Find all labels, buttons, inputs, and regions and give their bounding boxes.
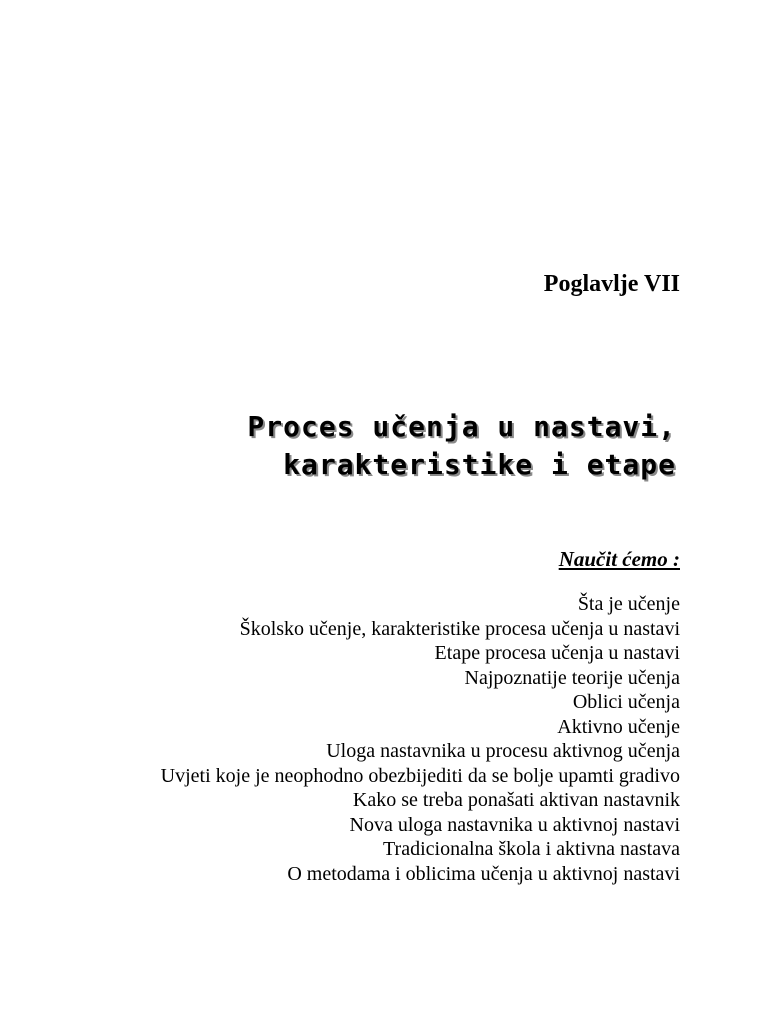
chapter-title-line-1: Proces učenja u nastavi, <box>247 410 676 443</box>
chapter-title-line-2: karakteristike i etape <box>283 448 676 481</box>
list-item: Školsko učenje, karakteristike procesa učenja u nastavi <box>239 617 680 640</box>
list-item: Aktivno učenje <box>557 715 680 738</box>
list-item: Nova uloga nastavnika u aktivnoj nastavi <box>349 813 680 836</box>
list-item: Šta je učenje <box>577 593 680 615</box>
learning-objectives-heading: Naučit ćemo : <box>558 547 680 571</box>
chapter-title <box>247 408 676 484</box>
list-item: Etape procesa učenja u nastavi <box>434 642 680 664</box>
list-item: Kako se treba ponašati aktivan nastavnik <box>352 789 680 811</box>
list-item: Oblici učenja <box>572 691 680 713</box>
list-item: Tradicionalna škola i aktivna nastava <box>383 838 680 860</box>
list-item: Najpoznatije teorije učenja <box>464 666 680 689</box>
list-item: O metodama i oblicima učenja u aktivnoj nastavi <box>287 862 680 885</box>
list-item: Uvjeti koje je neophodno obezbijediti da se bolje upamti gradivo <box>160 764 680 787</box>
list-item: Uloga nastavnika u procesu aktivnog učenja <box>326 740 680 762</box>
chapter-label: Poglavlje VII <box>543 271 680 297</box>
learning-objectives-list <box>161 592 680 886</box>
